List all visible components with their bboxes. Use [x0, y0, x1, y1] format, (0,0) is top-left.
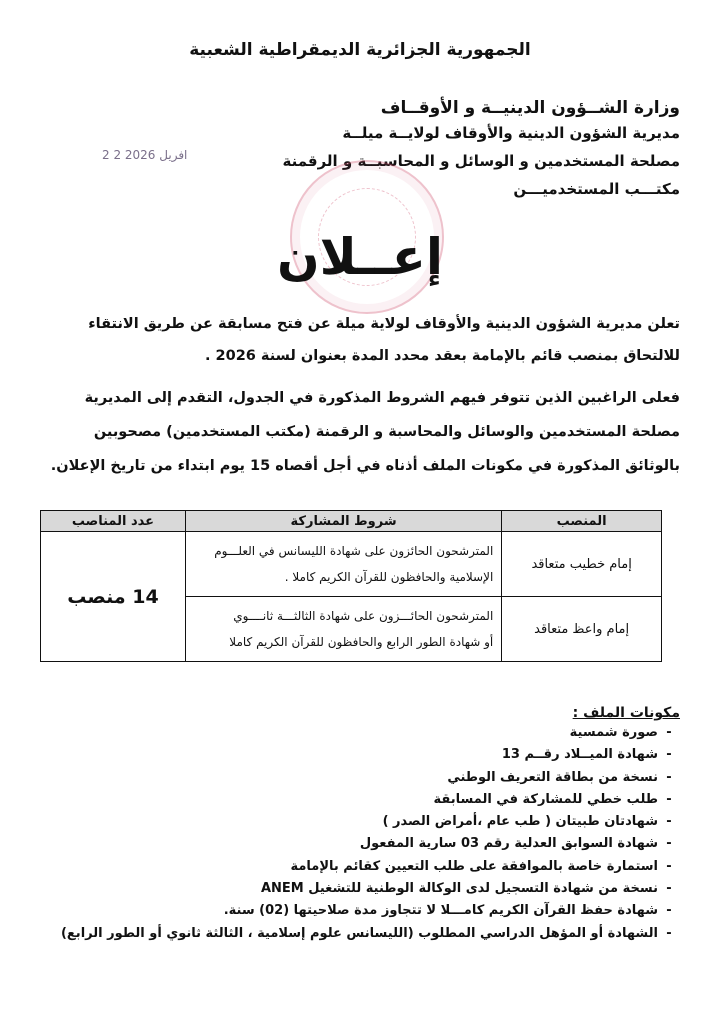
list-item: -نسخة من شهادة التسجيل لدى الوكالة الوطنية للتشغيل ANEM: [260, 881, 672, 897]
list-item-text: شهادتان طبيتان ( طب عام ،أمراض الصدر ): [382, 814, 658, 830]
condition-line: المترشحون الحائزون على شهادة الليسانس في العلـــوم: [214, 544, 494, 558]
table-header-row: [41, 511, 662, 532]
body-paragraph-line: بالوثائق المذكورة في مكونات الملف أذناه في أجل أقصاه 15 يوم ابتداء من تاريخ الإعلان.: [50, 458, 680, 474]
list-item: -شهادتان طبيتان ( طب عام ،أمراض الصدر ): [382, 814, 672, 830]
list-item-text: صورة شمسية: [569, 725, 658, 740]
file-components-title: مكونات الملف :: [572, 705, 680, 721]
list-item: -شهادة حفظ القرآن الكريم كامـــلا لا تتجاوز مدة صلاحيتها (02) سنة.: [223, 903, 672, 919]
conditions-cell: [185, 597, 501, 662]
republic-title: الجمهورية الجزائرية الديمقراطية الشعبية: [189, 40, 531, 60]
header-count: عدد المناصب: [41, 511, 186, 532]
body-paragraph-line: فعلى الراغبين الذين تتوفر فيهم الشروط المذكورة في الجدول، التقدم إلى المديرية: [84, 390, 680, 406]
body-paragraph-line: للالتحاق بمنصب قائم بالإمامة بعقد محدد المدة بعنوان لسنة 2026 .: [204, 348, 680, 364]
position-cell: إمام خطيب متعاقد: [502, 532, 662, 597]
list-item-text: طلب خطي للمشاركة في المسابقة: [433, 791, 658, 807]
list-item: -الشهادة أو المؤهل الدراسي المطلوب (الليسانس علوم إسلامية ، الثالثة ثانوي أو الطور الرابع): [60, 925, 672, 941]
service-name: مصلحة المستخدمين و الوسائل و المحاسبــة و الرقمنة: [282, 152, 680, 170]
list-item: -طلب خطي للمشاركة في المسابقة: [433, 791, 672, 807]
positions-table: [40, 510, 662, 662]
position-cell: إمام واعظ متعاقد: [502, 597, 662, 662]
list-item-text: استمارة خاصة بالموافقة على طلب التعيين كقائم بالإمامة: [290, 858, 658, 874]
file-components-list: [60, 722, 680, 945]
list-item: -شهادة السوابق العدلية رقم 03 سارية المفعول: [359, 836, 672, 852]
body-paragraph-line: مصلحة المستخدمين والوسائل والمحاسبة و الرقمنة (مكتب المستخدمين) مصحوبين: [93, 424, 680, 440]
list-item: -نسخة من بطاقة التعريف الوطني: [447, 769, 672, 785]
count-cell: 14 منصب: [41, 532, 186, 662]
condition-line: الإسلامية والحافظون للقرآن الكريم كاملا .: [284, 570, 494, 584]
header-conditions: شروط المشاركة: [185, 511, 501, 532]
announcement-title: إعــلان: [276, 228, 444, 286]
date-stamp: 2 2 افريل 2026: [102, 148, 188, 162]
list-item-text: شهادة السوابق العدلية رقم 03 سارية المفعول: [359, 836, 658, 852]
list-item: -استمارة خاصة بالموافقة على طلب التعيين كقائم بالإمامة: [290, 858, 672, 874]
list-item-text: نسخة من بطاقة التعريف الوطني: [447, 769, 658, 785]
directorate-name: مديرية الشؤون الدينية والأوقاف لولايــة ميلــة: [342, 124, 680, 142]
list-item-text: الشهادة أو المؤهل الدراسي المطلوب (الليسانس علوم إسلامية ، الثالثة ثانوي أو الطور الرابع): [60, 925, 658, 941]
table-row: [41, 532, 662, 597]
body-paragraph-line: تعلن مديرية الشؤون الدينية والأوقاف لولاية ميلة عن فتح مسابقة عن طريق الانتقاء: [88, 316, 680, 332]
conditions-cell: [185, 532, 501, 597]
condition-line: المترشحون الحائـــزون على شهادة الثالثـــة ثانــــوي: [233, 609, 494, 623]
ministry-name: وزارة الشــؤون الدينيــة و الأوقــاف: [380, 98, 680, 118]
list-item-text: شهادة الميــلاد رقــم 13: [501, 747, 658, 763]
office-name: مكتـــب المستخدميـــن: [513, 180, 680, 198]
list-item: -شهادة الميــلاد رقــم 13: [501, 747, 672, 763]
header-position: المنصب: [502, 511, 662, 532]
condition-line: أو شهادة الطور الرابع والحافظون للقرآن الكريم كاملا: [229, 635, 494, 649]
list-item-text: شهادة حفظ القرآن الكريم كامـــلا لا تتجاوز مدة صلاحيتها (02) سنة.: [223, 903, 658, 919]
list-item: -صورة شمسية: [569, 725, 672, 740]
list-item-text: نسخة من شهادة التسجيل لدى الوكالة الوطنية للتشغيل ANEM: [260, 881, 658, 897]
